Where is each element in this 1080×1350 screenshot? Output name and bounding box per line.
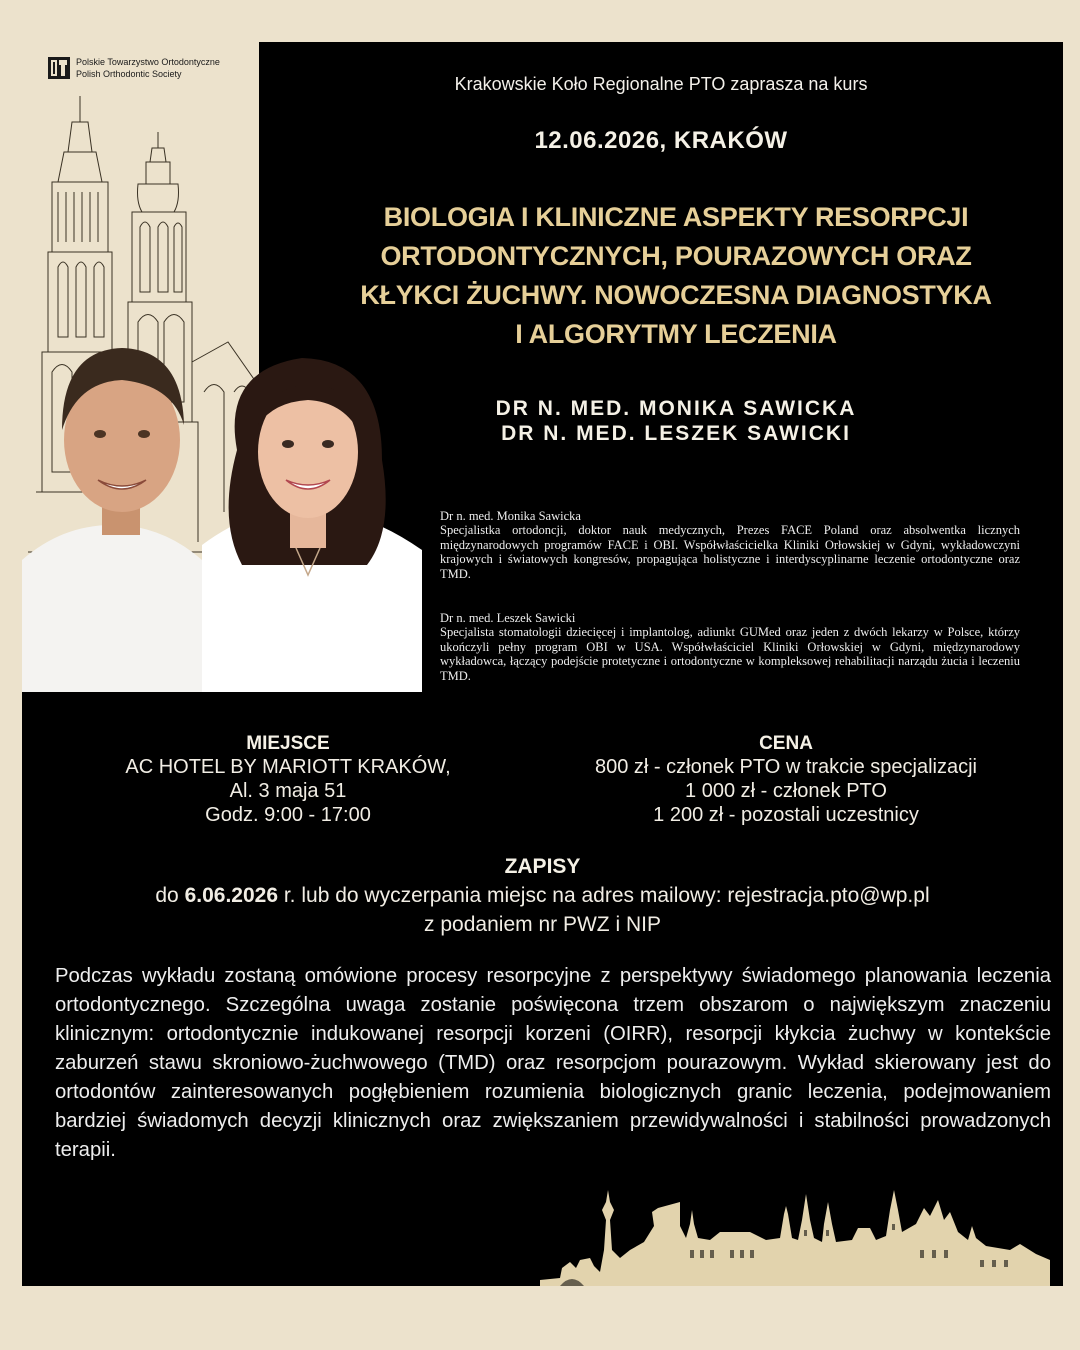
- speaker-name-1: DR N. MED. MONIKA SAWICKA: [495, 397, 857, 420]
- price-line: 1 000 zł - członek PTO: [685, 780, 887, 802]
- event-date: 12.06.2026, KRAKÓW: [534, 127, 788, 154]
- registration-prefix: do: [155, 884, 185, 907]
- price-line: 800 zł - członek PTO w trakcie specjalizacji: [595, 756, 977, 778]
- price-line: 1 200 zł - pozostali uczestnicy: [653, 804, 919, 826]
- org-name-en: Polish Orthodontic Society: [76, 69, 182, 79]
- invite-text: Krakowskie Koło Regionalne PTO zaprasza na kurs: [454, 74, 868, 94]
- price-section: [560, 733, 1012, 827]
- registration-line: [22, 884, 1063, 908]
- registration-requirements: z podaniem nr PWZ i NIP: [424, 913, 661, 936]
- course-title-line: ORTODONTYCZNYCH, POURAZOWYCH ORAZ: [380, 241, 972, 271]
- place-line: AC HOTEL BY MARIOTT KRAKÓW,: [125, 756, 451, 778]
- registration-deadline: 6.06.2026: [184, 884, 279, 907]
- krakow-skyline: [540, 1180, 1050, 1286]
- bio-name: Dr n. med. Leszek Sawicki: [440, 611, 576, 625]
- registration-heading: ZAPISY: [504, 855, 581, 878]
- bio-name: Dr n. med. Monika Sawicka: [440, 509, 581, 523]
- registration-email-text: r. lub do wyczerpania miejsc na adres mailowy: rejestracja.pto@wp.pl: [278, 884, 930, 907]
- course-title-line: KŁYKCI ŻUCHWY. NOWOCZESNA DIAGNOSTYKA: [360, 280, 992, 310]
- bio-text: Specjalistka ortodoncji, doktor nauk medycznych, Prezes FACE Poland oraz absolwentka licznych międzynarodowych programów FACE i OBI. Współwłaścicielka Kliniki Orłowskiej w Gdyni, wykładowczyni krajowych i światowych kongresów, propagująca holistyczne i interdyscyplinarne leczenie ortodontyczne oraz TMD.: [440, 523, 1020, 581]
- pto-logo-icon: [48, 57, 70, 79]
- course-title: [300, 198, 1052, 354]
- pto-logo: [48, 56, 220, 80]
- speaker-names: [300, 396, 1052, 446]
- place-section: [60, 733, 516, 827]
- course-description: Podczas wykładu zostaną omówione procesy resorpcyjne z perspektywy świadomego planowania leczenia ortodontycznego. Szczególna uwaga zostanie poświęcona trzem obszarom o największym znaczeniu klinicznym: ortodontycznie indukowanej resorpcji korzeni (OIRR), resorpcji kłykcia żuchwy w kontekście zaburzeń stawu skroniowo-żuchwowego (TMD) oraz resorpcjom pourazowym. Wykład skierowany jest do ortodontów zainteresowanych pogłębieniem rozumienia biologicznych granic leczenia, podejmowaniem bardziej świadomych decyzji klinicznych oraz zwiększaniem przewidywalności i stabilności prowadzonych terapii.: [55, 965, 1051, 1161]
- speakers-portrait: [22, 330, 422, 692]
- place-line: Al. 3 maja 51: [229, 780, 347, 802]
- speaker-bio-1: [440, 509, 1020, 581]
- course-title-line: BIOLOGIA I KLINICZNE ASPEKTY RESORPCJI: [383, 202, 969, 232]
- bio-text: Specjalista stomatologii dziecięcej i implantolog, adiunkt GUMed oraz jeden z dwóch lekarzy w Polsce, którzy ukończyli pełny program OBI w USA. Współwłaściciel Kliniki Orłowskiej w Gdyni, międzynarodowy wykładowca, łączący podejście protetyczne i ortodontyczne w kompleksowej rehabilitacji narządu żucia i leczeniu TMD.: [440, 625, 1020, 683]
- course-title-line: I ALGORYTMY LECZENIA: [515, 319, 837, 349]
- place-hours: Godz. 9:00 - 17:00: [205, 804, 371, 826]
- speaker-name-2: DR N. MED. LESZEK SAWICKI: [501, 422, 851, 445]
- place-heading: MIEJSCE: [246, 733, 330, 754]
- org-name-pl: Polskie Towarzystwo Ortodontyczne: [76, 57, 220, 67]
- price-heading: CENA: [759, 733, 813, 754]
- speaker-bio-2: [440, 611, 1020, 683]
